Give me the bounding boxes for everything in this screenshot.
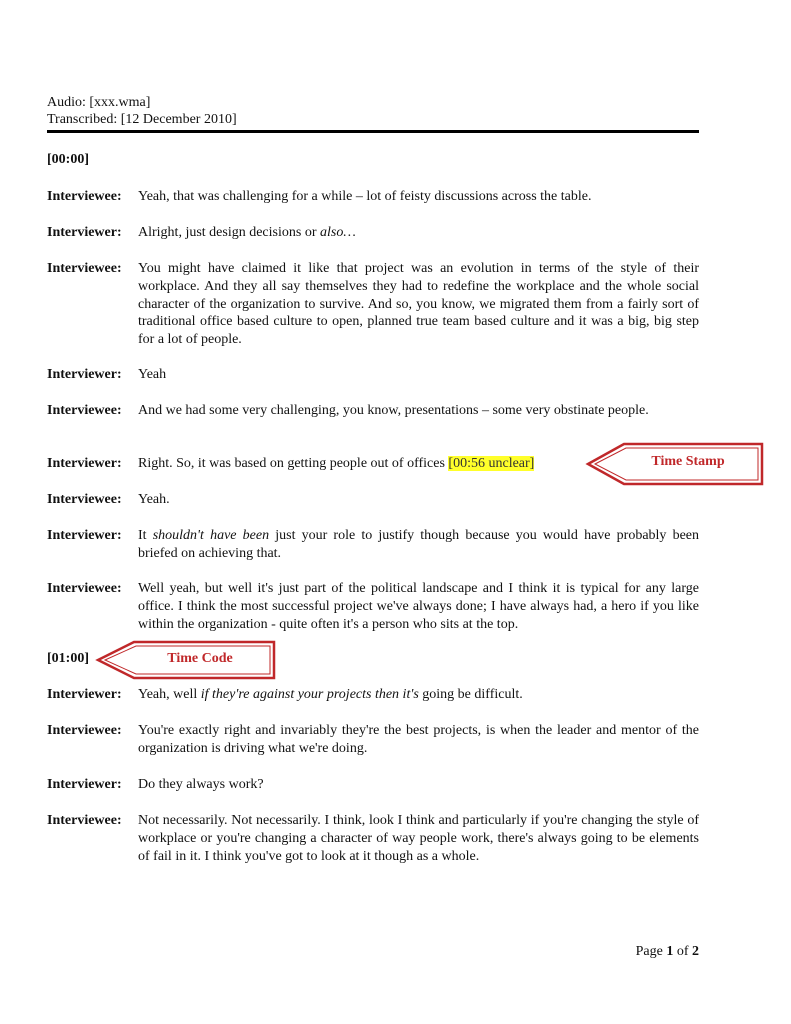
- utterance-text: You're exactly right and invariably they're the best projects, is when the leader and mentor of the organization is driving what we're doing.: [138, 723, 699, 756]
- page-label: Page: [635, 944, 667, 959]
- speaker-label: Interviewee:: [47, 492, 122, 507]
- utterance-text-part: Right. So, it was based on getting people out of offices: [138, 456, 449, 471]
- timecode-0100: [01:00]: [47, 651, 89, 666]
- speaker-label: Interviewee:: [47, 813, 122, 828]
- transcript-entry: [47, 402, 699, 420]
- transcript-entry: [47, 366, 699, 384]
- timecode-0000: [00:00]: [47, 152, 89, 167]
- utterance-text: [138, 224, 699, 242]
- page-of-label: of: [673, 944, 692, 959]
- speaker-label: Interviewer:: [47, 367, 122, 382]
- transcribed-value: [12 December 2010]: [120, 112, 237, 127]
- transcript-entry: [47, 686, 699, 704]
- transcript-entry: [47, 491, 699, 509]
- speaker-label: Interviewee:: [47, 261, 122, 276]
- utterance-text-part: going be difficult.: [418, 687, 523, 702]
- transcript-entry: [47, 776, 699, 794]
- speaker-label: Interviewer:: [47, 777, 122, 792]
- utterance-text-part: Yeah, well: [138, 687, 201, 702]
- transcribed-line: [47, 111, 237, 128]
- utterance-emphasis: shouldn't have been: [152, 528, 270, 543]
- transcript-entry: [47, 812, 699, 865]
- speaker-label: Interviewer:: [47, 456, 122, 471]
- audio-value: [xxx.wma]: [89, 95, 151, 110]
- utterance-text: Yeah.: [138, 492, 170, 507]
- transcript-entry: [47, 527, 699, 563]
- utterance-text: You might have claimed it like that project was an evolution in terms of the style of their workplace. And they all say themselves they had to redefine the workplace and the whole social character of the organization to survive. And so, you know, we migrated them from a fairly sort of traditional office based culture to open, planned true team based culture and it was a big, big step for a lot of people.: [138, 261, 699, 348]
- page-number: 1: [666, 944, 674, 959]
- utterance-text: Not necessarily. Not necessarily. I think, look I think and particularly if you're changing the style of workplace or you're changing a character of way people work, there's always going to be elements of fail in it. I think you've got to look at it though as a whole.: [138, 813, 699, 864]
- transcript-header: [47, 94, 237, 128]
- unclear-timestamp-highlight: [00:56 unclear]: [448, 456, 535, 471]
- speaker-label: Interviewee:: [47, 403, 122, 418]
- page-footer: [636, 944, 699, 960]
- speaker-label: Interviewee:: [47, 723, 122, 738]
- utterance-text-part: just your role to justify though because you would have probably been briefed on achieving that.: [138, 528, 699, 561]
- utterance-text: [138, 686, 699, 704]
- utterance-text: Yeah: [138, 367, 167, 382]
- utterance-emphasis: also…: [320, 225, 356, 240]
- audio-line: [47, 94, 237, 111]
- speaker-label: Interviewer:: [47, 528, 122, 543]
- transcript-entry: [47, 722, 699, 758]
- header-rule: [47, 130, 699, 133]
- utterance-emphasis: if they're against your projects then it's: [200, 687, 419, 702]
- speaker-label: Interviewee:: [47, 189, 122, 204]
- utterance-text-part: It: [138, 528, 153, 543]
- transcript-entry: [47, 260, 699, 349]
- transcript-entry: [47, 580, 699, 633]
- time-code-callout-label: Time Code: [167, 651, 233, 666]
- transcript-entry: [47, 188, 699, 206]
- audio-label: Audio:: [47, 95, 86, 110]
- speaker-label: Interviewer:: [47, 687, 122, 702]
- utterance-text: Well yeah, but well it's just part of the political landscape and I think it is typical for any large office. I think the most successful project we've always done; I have always had, a hero if you like within the organization - quite often it's a person who sits at the top.: [138, 581, 699, 632]
- utterance-text-part: Alright, just design decisions or: [138, 225, 320, 240]
- transcript-entry: [47, 224, 699, 242]
- speaker-label: Interviewer:: [47, 225, 122, 240]
- time-stamp-callout-label: Time Stamp: [651, 454, 725, 469]
- page-total: 2: [692, 944, 699, 959]
- utterance-text: Yeah, that was challenging for a while – lot of feisty discussions across the table.: [138, 189, 592, 204]
- transcribed-label: Transcribed:: [47, 112, 118, 127]
- utterance-text: [138, 527, 699, 563]
- utterance-text: And we had some very challenging, you know, presentations – some very obstinate people.: [138, 403, 649, 418]
- utterance-text: Do they always work?: [138, 777, 264, 792]
- speaker-label: Interviewee:: [47, 581, 122, 596]
